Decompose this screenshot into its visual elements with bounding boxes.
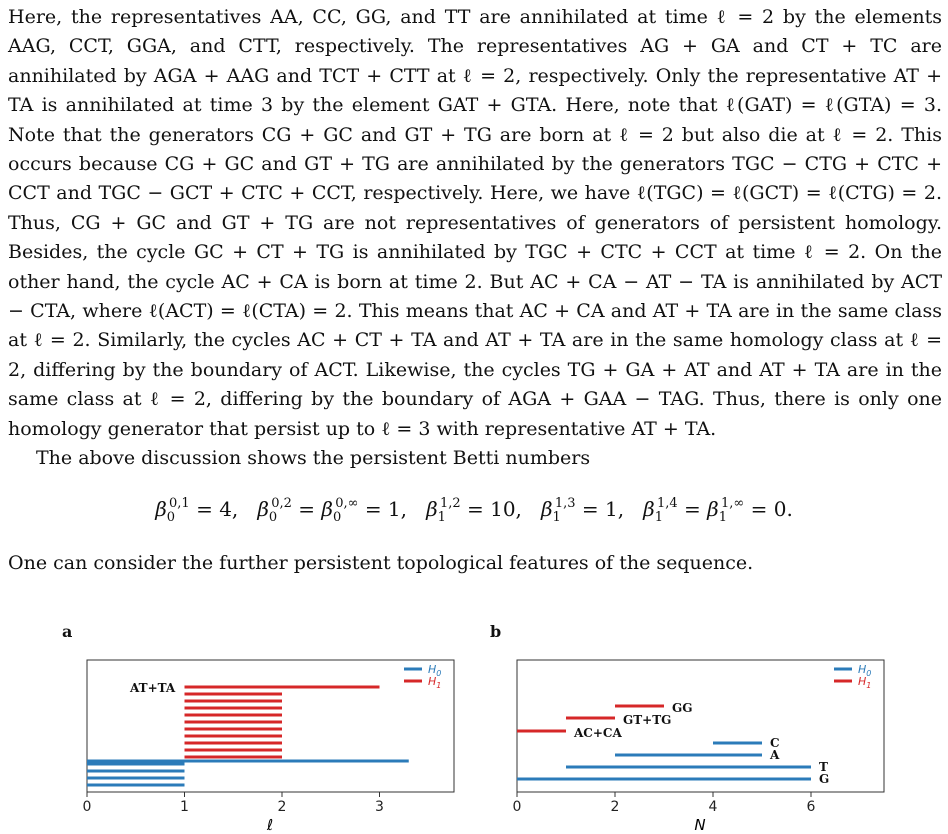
- x-tick-label: 6: [806, 799, 816, 815]
- bar-label: GG: [672, 701, 693, 715]
- closing-sentence: One can consider the further persistent topological features of the sequence.: [8, 552, 754, 574]
- x-tick-label: 2: [277, 799, 287, 815]
- x-tick-label: 2: [610, 799, 620, 815]
- panel-a-xlabel: ℓ: [266, 816, 274, 834]
- panel-b-barcode: [513, 701, 830, 815]
- legend-h0-label: $H_0$: [858, 663, 872, 678]
- bar-label: G: [819, 772, 830, 786]
- x-tick-label: 4: [708, 799, 718, 815]
- body-text: [8, 3, 942, 474]
- legend-h1-label: $H_1$: [858, 675, 872, 690]
- legend-h1-label: $H_1$: [428, 675, 442, 690]
- panel-a-label: a: [62, 622, 73, 641]
- panel-a-barcode: [83, 687, 409, 815]
- panel-b-label: b: [490, 622, 502, 641]
- bar-label: T: [819, 760, 828, 774]
- panel-b-legend: [834, 663, 871, 690]
- bar-label: C: [770, 736, 780, 750]
- paragraph-2: The above discussion shows the persistent Betti numbers: [36, 447, 591, 470]
- paragraph-1: Here, the representatives AA, CC, GG, and TT are annihilated at time ℓ = 2 by the elements AAG, CCT, GGA, and CTT, respectively. The representatives AG + GA and CT + TC are annihilated by AGA + AAG and TCT + CTT at ℓ = 2, respectively. Only the representative AT + TA is annihilated at time 3 by the element GAT + GTA. Here, note that ℓ(GAT) = ℓ(GTA) = 3. Note that the generators CG + GC and GT + TG are born at ℓ = 2 but also die at ℓ = 2. This occurs because CG + GC and GT + TG are annihilated by the generators TGC − CTG + CTC + CCT and TGC − GCT + CTC + CCT, respectively. Here, we have ℓ(TGC) = ℓ(GCT) = ℓ(CTG) = 2. Thus, CG + GC and GT + TG are not representatives of generators of persistent homology. Besides, the cycle GC + CT + TG is annihilated by TGC + CTC + CCT at time ℓ = 2. On the other hand, the cycle AC + CA is born at time 2. But AC + CA − AT − TA is annihilated by ACT − CTA, where ℓ(ACT) = ℓ(CTA) = 2. This means that AC + CA and AT + TA are in the same class at ℓ = 2. Similarly, the cycles AC + CT + TA and AT + TA are in the same homology class at ℓ = 2, differing by the boundary of ACT. Likewise, the cycles TG + GA + AT and AT + TA are in the same class at ℓ = 2, differing by the boundary of AGA + GAA − TAG. Thus, there is only one homology generator that persist up to ℓ = 3 with representative AT + TA.: [8, 6, 942, 440]
- betti-equation: $\beta_0^{0,1} = 4$, $\beta_0^{0,2} = \beta_0^{0,\infty} = 1$, $\beta_1^{1,2} = 10$, $\beta_1^{1,3} = 1$, $\beta_1^{1,4} = \beta_1^{1,\infty} = 0$.: [155, 496, 793, 525]
- x-tick-label: 0: [82, 799, 92, 815]
- barcode-figure: [0, 634, 948, 834]
- bar-label: GT+TG: [623, 713, 672, 727]
- panel-b-xlabel: N: [694, 816, 706, 834]
- panel-a-annotation: AT+TA: [130, 681, 176, 695]
- bar-label: A: [770, 748, 780, 762]
- x-tick-label: 3: [375, 799, 384, 815]
- legend-h0-label: $H_0$: [428, 663, 442, 678]
- x-tick-label: 1: [180, 799, 189, 815]
- bar-label: AC+CA: [574, 726, 622, 740]
- panel-a-legend: [404, 663, 441, 690]
- x-tick-label: 0: [512, 799, 522, 815]
